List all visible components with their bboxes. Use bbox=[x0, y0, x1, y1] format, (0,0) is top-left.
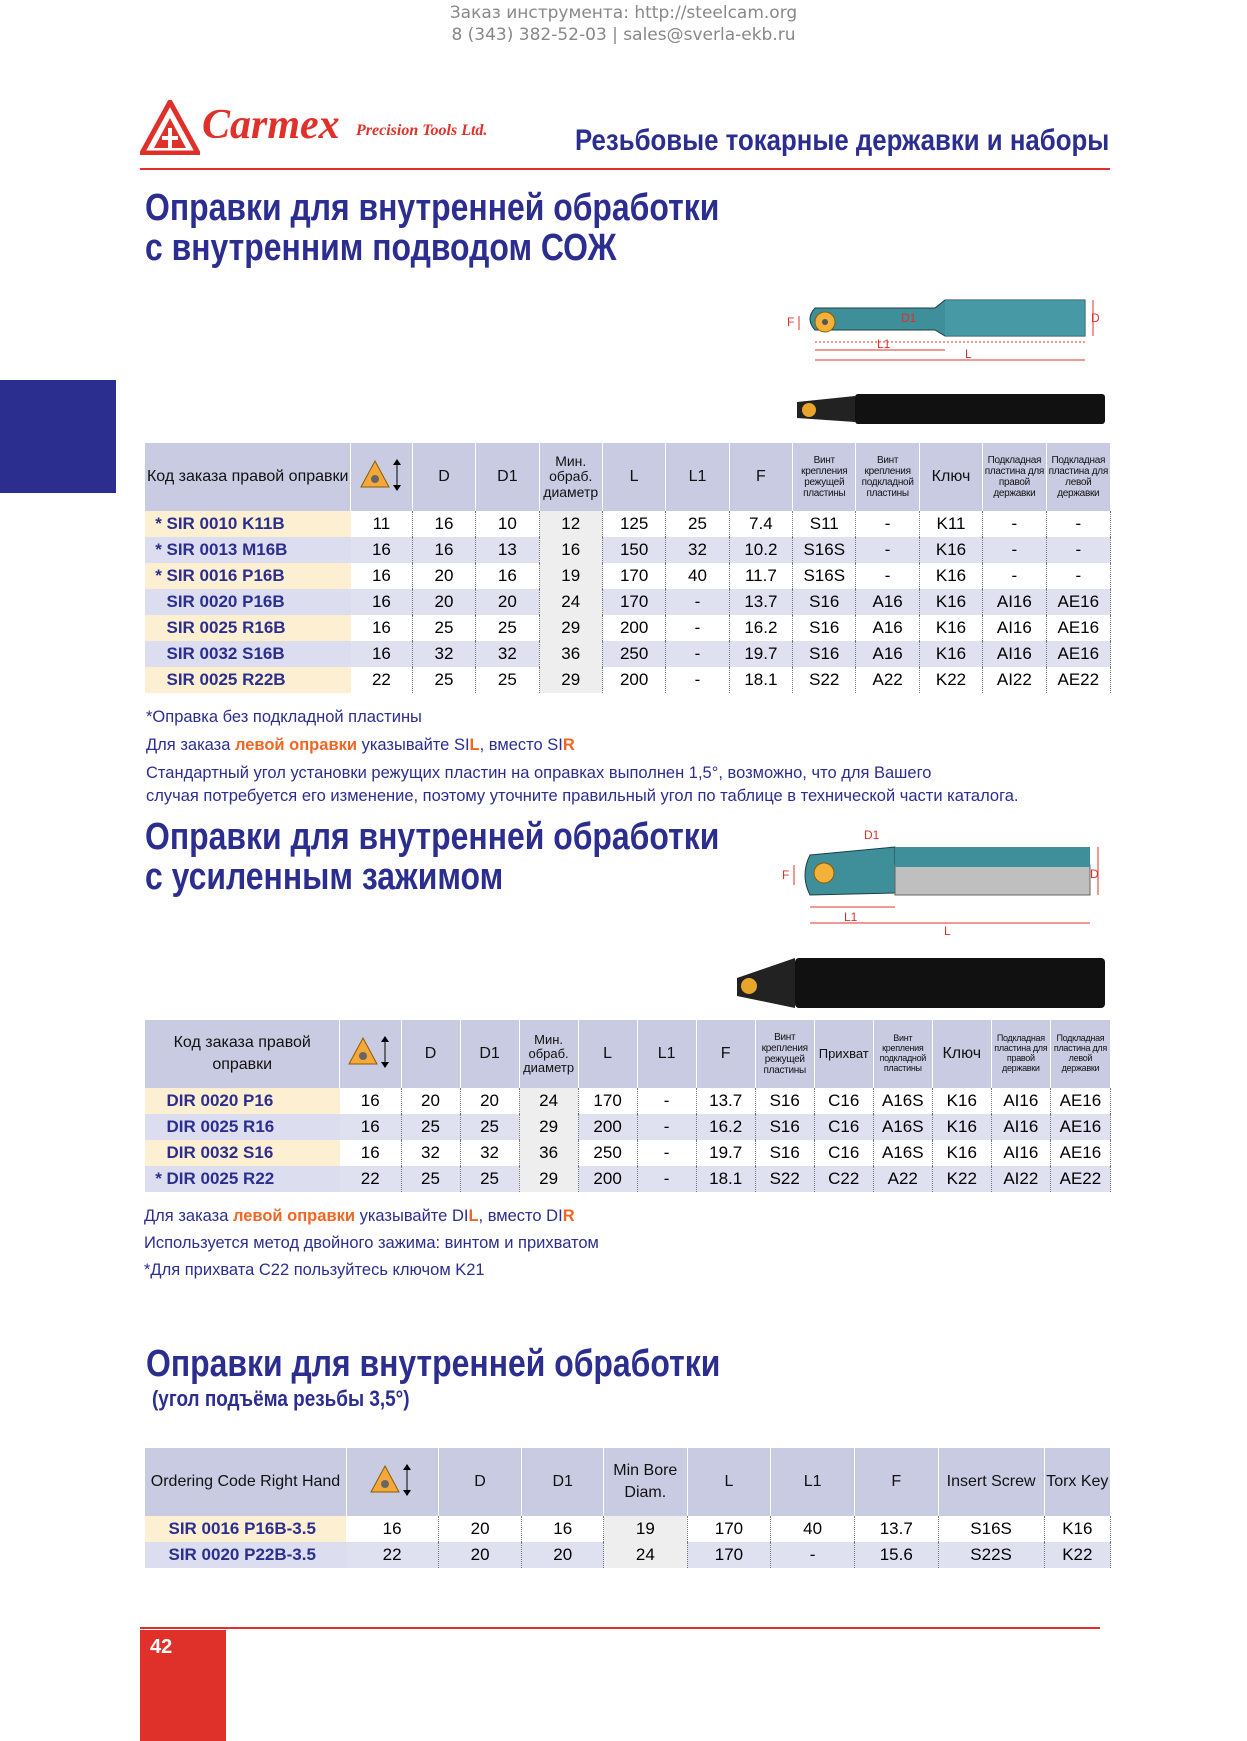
shim_screw-cell: A16S bbox=[873, 1088, 932, 1114]
s1-note-left-mid: указывайте SI bbox=[357, 736, 470, 754]
f-cell: 16.2 bbox=[729, 615, 792, 641]
s1-note-left-R: R bbox=[562, 736, 575, 754]
min-cell: 29 bbox=[519, 1114, 578, 1140]
s2-note-left-highlight: левой оправки bbox=[232, 1207, 355, 1225]
order-code: SIR 0020 P16B bbox=[166, 592, 285, 611]
clamp-cell: C16 bbox=[814, 1114, 873, 1140]
table-row bbox=[145, 615, 1111, 641]
key-cell: K16 bbox=[919, 641, 982, 667]
d-cell: 20 bbox=[412, 563, 475, 589]
s1-note-angle-line2: случая потребуется его изменение, поэтому уточните правильный угол по таблице в технической части каталога. bbox=[146, 787, 1019, 805]
f-cell: 13.7 bbox=[729, 589, 792, 615]
screw-cell: S11 bbox=[793, 511, 856, 537]
section2-dimension-diagram bbox=[780, 825, 1110, 940]
header-d1: D1 bbox=[476, 443, 539, 511]
shim_r-cell: AI22 bbox=[983, 667, 1046, 693]
contact-order-line[interactable]: Заказ инструмента: http://steelcam.org bbox=[449, 3, 798, 23]
l-cell: 170 bbox=[687, 1516, 771, 1542]
shim_screw-cell: - bbox=[856, 537, 919, 563]
shim_l-cell: AE16 bbox=[1046, 589, 1110, 615]
d-cell: 32 bbox=[412, 641, 475, 667]
table-row bbox=[145, 667, 1111, 693]
shim_r-cell: AI22 bbox=[991, 1166, 1050, 1192]
d-cell: 20 bbox=[412, 589, 475, 615]
shim_l-cell: - bbox=[1046, 511, 1110, 537]
key-cell: K16 bbox=[919, 589, 982, 615]
shim_screw-cell: A16 bbox=[856, 641, 919, 667]
screw-cell: S16 bbox=[755, 1088, 814, 1114]
section1-title-line2: с внутренним подводом СОЖ bbox=[145, 227, 617, 269]
f-cell: 18.1 bbox=[696, 1166, 755, 1192]
key-cell: K16 bbox=[932, 1140, 991, 1166]
section1-title-line1: Оправки для внутренней обработки bbox=[145, 187, 720, 229]
d1-cell: 13 bbox=[476, 537, 539, 563]
header-shim-left: Подкладная пластина для левой державки bbox=[1050, 1020, 1110, 1088]
brand-name: Carmex bbox=[202, 102, 340, 148]
d1-cell: 25 bbox=[460, 1114, 519, 1140]
s1-note-left-order bbox=[146, 734, 575, 756]
key-cell: K16 bbox=[932, 1088, 991, 1114]
clamp-cell: C16 bbox=[814, 1140, 873, 1166]
d1-cell: 16 bbox=[476, 563, 539, 589]
section2-header-row bbox=[145, 1020, 1111, 1088]
d1-cell: 20 bbox=[460, 1088, 519, 1114]
l1-cell: - bbox=[666, 615, 729, 641]
ic-cell: 16 bbox=[351, 537, 412, 563]
l-cell: 150 bbox=[602, 537, 665, 563]
shim_l-cell: AE22 bbox=[1050, 1166, 1110, 1192]
s1-note-left-L: L bbox=[469, 736, 480, 754]
header-shim-screw: Винт крепления подкладной пластины bbox=[873, 1020, 932, 1088]
shim_l-cell: AE16 bbox=[1046, 641, 1110, 667]
key-cell: K11 bbox=[919, 511, 982, 537]
d1-cell: 16 bbox=[522, 1516, 604, 1542]
f-cell: 19.7 bbox=[696, 1140, 755, 1166]
f-cell: 18.1 bbox=[729, 667, 792, 693]
section3-title: Оправки для внутренней обработки bbox=[146, 1343, 721, 1385]
table-row bbox=[145, 1166, 1111, 1192]
clamp-cell: C22 bbox=[814, 1166, 873, 1192]
screw-cell: S16 bbox=[755, 1140, 814, 1166]
shim_r-cell: AI16 bbox=[991, 1088, 1050, 1114]
table-row bbox=[145, 641, 1111, 667]
header-d1: D1 bbox=[522, 1448, 604, 1516]
key-cell: K16 bbox=[919, 563, 982, 589]
order-code-cell bbox=[145, 563, 351, 589]
insert-icon-header bbox=[346, 1448, 438, 1516]
header-d: D bbox=[412, 443, 475, 511]
order-code: SIR 0032 S16B bbox=[166, 644, 285, 663]
header-insert-screw: Винт крепления режущей пластины bbox=[755, 1020, 814, 1088]
header-title: Резьбовые токарные державки и наборы bbox=[574, 124, 1109, 157]
side-color-tab bbox=[0, 380, 116, 493]
key-cell: K22 bbox=[1044, 1542, 1110, 1568]
d1-cell: 20 bbox=[476, 589, 539, 615]
order-code-cell bbox=[145, 589, 351, 615]
min-cell: 19 bbox=[604, 1516, 688, 1542]
l1-cell: - bbox=[637, 1140, 696, 1166]
header-shim-screw: Винт крепления подкладной пластины bbox=[856, 443, 919, 511]
ic-cell: 22 bbox=[351, 667, 412, 693]
l-cell: 170 bbox=[578, 1088, 637, 1114]
section2-tool-photo bbox=[735, 952, 1110, 1012]
section1-dimension-diagram bbox=[785, 292, 1105, 372]
ic-cell: 22 bbox=[346, 1542, 438, 1568]
shim_screw-cell: - bbox=[856, 563, 919, 589]
s1-note-left-pre: Для заказа bbox=[146, 736, 235, 754]
shim_r-cell: - bbox=[983, 563, 1046, 589]
shim_r-cell: - bbox=[983, 511, 1046, 537]
shim_l-cell: - bbox=[1046, 537, 1110, 563]
diagram1-l-label: L bbox=[965, 347, 972, 361]
l1-cell: - bbox=[771, 1542, 855, 1568]
screw-cell: S16 bbox=[793, 641, 856, 667]
s2-note-left-R: R bbox=[562, 1207, 575, 1225]
f-cell: 19.7 bbox=[729, 641, 792, 667]
header-torx-key: Torx Key bbox=[1044, 1448, 1110, 1516]
insert-icon-header bbox=[340, 1020, 401, 1088]
l1-cell: - bbox=[666, 667, 729, 693]
shim_l-cell: AE22 bbox=[1046, 667, 1110, 693]
ic-cell: 16 bbox=[346, 1516, 438, 1542]
shim_screw-cell: A16S bbox=[873, 1140, 932, 1166]
f-cell: 16.2 bbox=[696, 1114, 755, 1140]
header-d: D bbox=[401, 1020, 460, 1088]
screw-cell: S22 bbox=[755, 1166, 814, 1192]
footer-divider bbox=[140, 1627, 1100, 1629]
l-cell: 250 bbox=[602, 641, 665, 667]
shim_r-cell: AI16 bbox=[991, 1140, 1050, 1166]
s2-note-c22-key: *Для прихвата C22 пользуйтесь ключом K21 bbox=[144, 1261, 485, 1279]
footnote-star: * bbox=[155, 1169, 162, 1188]
shim_screw-cell: A16 bbox=[856, 589, 919, 615]
diagram2-d1-label: D1 bbox=[864, 828, 880, 842]
l-cell: 170 bbox=[602, 563, 665, 589]
l1-cell: - bbox=[637, 1114, 696, 1140]
footnote-star: * bbox=[155, 566, 162, 585]
header-l: L bbox=[687, 1448, 771, 1516]
d1-cell: 20 bbox=[522, 1542, 604, 1568]
header-clamp: Прихват bbox=[814, 1020, 873, 1088]
diagram2-d-label: D bbox=[1090, 867, 1099, 881]
order-code: DIR 0020 P16 bbox=[166, 1091, 274, 1110]
key-cell: K16 bbox=[919, 537, 982, 563]
order-code-cell bbox=[145, 511, 351, 537]
f-cell: 7.4 bbox=[729, 511, 792, 537]
ic-cell: 22 bbox=[340, 1166, 401, 1192]
diagram2-l-label: L bbox=[944, 924, 951, 938]
header-key: Ключ bbox=[919, 443, 982, 511]
key-cell: K16 bbox=[919, 615, 982, 641]
key-cell: K16 bbox=[932, 1114, 991, 1140]
diagram1-f-label: F bbox=[787, 315, 795, 329]
table-row bbox=[145, 537, 1111, 563]
header-code: Код заказа правой оправки bbox=[145, 443, 351, 511]
min-cell: 24 bbox=[604, 1542, 688, 1568]
order-code-cell bbox=[145, 1542, 347, 1568]
order-code: DIR 0025 R22 bbox=[166, 1169, 275, 1188]
contact-phone-email[interactable]: 8 (343) 382-52-03 | sales@sverla-ekb.ru bbox=[451, 25, 796, 45]
key-cell: K16 bbox=[1044, 1516, 1110, 1542]
table-row bbox=[145, 1114, 1111, 1140]
header-f: F bbox=[729, 443, 792, 511]
header-d: D bbox=[438, 1448, 522, 1516]
order-code: DIR 0025 R16 bbox=[166, 1117, 275, 1136]
d-cell: 25 bbox=[401, 1114, 460, 1140]
order-code-cell bbox=[145, 615, 351, 641]
header-insert-screw: Винт крепления режущей пластины bbox=[793, 443, 856, 511]
ic-cell: 16 bbox=[351, 563, 412, 589]
order-code-cell bbox=[145, 641, 351, 667]
l-cell: 200 bbox=[602, 667, 665, 693]
ic-cell: 16 bbox=[340, 1114, 401, 1140]
order-code: SIR 0025 R16B bbox=[166, 618, 286, 637]
s1-note-left-mid2: , вместо SI bbox=[479, 736, 563, 754]
shim_r-cell: AI16 bbox=[983, 615, 1046, 641]
shim_screw-cell: A16S bbox=[873, 1114, 932, 1140]
l-cell: 250 bbox=[578, 1140, 637, 1166]
f-cell: 13.7 bbox=[696, 1088, 755, 1114]
ic-cell: 16 bbox=[351, 589, 412, 615]
min-cell: 36 bbox=[519, 1140, 578, 1166]
l-cell: 200 bbox=[578, 1114, 637, 1140]
carmex-logo bbox=[140, 100, 500, 155]
header-shim-right: Подкладная пластина для правой державки bbox=[983, 443, 1046, 511]
shim_screw-cell: - bbox=[856, 511, 919, 537]
d-cell: 16 bbox=[412, 511, 475, 537]
d1-cell: 25 bbox=[476, 667, 539, 693]
clamp-cell: C16 bbox=[814, 1088, 873, 1114]
section3-spec-table bbox=[144, 1448, 1111, 1568]
f-cell: 13.7 bbox=[854, 1516, 938, 1542]
section1-spec-table bbox=[144, 443, 1111, 693]
header-l: L bbox=[602, 443, 665, 511]
table-row bbox=[145, 1516, 1111, 1542]
screw-cell: S16S bbox=[938, 1516, 1044, 1542]
d-cell: 25 bbox=[412, 615, 475, 641]
shim_l-cell: AE16 bbox=[1050, 1140, 1110, 1166]
shim_r-cell: AI16 bbox=[983, 589, 1046, 615]
section2-spec-table bbox=[144, 1020, 1111, 1192]
s2-note-left-mid2: , вместо DI bbox=[478, 1207, 563, 1225]
f-cell: 11.7 bbox=[729, 563, 792, 589]
insert-triangle-icon bbox=[359, 457, 405, 493]
header-divider bbox=[140, 168, 1110, 170]
l1-cell: - bbox=[666, 641, 729, 667]
header-f: F bbox=[854, 1448, 938, 1516]
table-row bbox=[145, 563, 1111, 589]
ic-cell: 16 bbox=[351, 615, 412, 641]
min-cell: 36 bbox=[539, 641, 602, 667]
header-key: Ключ bbox=[932, 1020, 991, 1088]
l1-cell: 40 bbox=[666, 563, 729, 589]
header-code: Код заказа правой оправки bbox=[145, 1020, 340, 1088]
key-cell: K22 bbox=[919, 667, 982, 693]
key-cell: K22 bbox=[932, 1166, 991, 1192]
l1-cell: - bbox=[637, 1166, 696, 1192]
s1-note-angle-line1: Стандартный угол установки режущих пластин на оправках выполнен 1,5°, возможно, что для Вашего bbox=[146, 764, 932, 782]
order-code-cell bbox=[145, 1088, 340, 1114]
d-cell: 32 bbox=[401, 1140, 460, 1166]
shim_screw-cell: A16 bbox=[856, 615, 919, 641]
min-cell: 29 bbox=[539, 667, 602, 693]
min-cell: 29 bbox=[539, 615, 602, 641]
min-cell: 12 bbox=[539, 511, 602, 537]
l1-cell: 32 bbox=[666, 537, 729, 563]
header-shim-right: Подкладная пластина для правой державки bbox=[991, 1020, 1050, 1088]
header-shim-left: Подкладная пластина для левой державки bbox=[1046, 443, 1110, 511]
header-d1: D1 bbox=[460, 1020, 519, 1088]
s2-note-left-pre: Для заказа bbox=[144, 1207, 233, 1225]
table-row bbox=[145, 511, 1111, 537]
l-cell: 200 bbox=[602, 615, 665, 641]
s1-note-left-highlight: левой оправки bbox=[234, 736, 357, 754]
s2-note-left-mid: указывайте DI bbox=[355, 1207, 469, 1225]
insert-triangle-icon bbox=[369, 1462, 415, 1498]
diagram1-d1-label: D1 bbox=[901, 311, 917, 325]
order-code: SIR 0016 P16B bbox=[166, 566, 285, 585]
order-code: SIR 0020 P22B-3.5 bbox=[168, 1545, 316, 1564]
diagram1-d-label: D bbox=[1091, 311, 1100, 325]
header-min-bore: Min Bore Diam. bbox=[604, 1448, 688, 1516]
brand-tagline: Precision Tools Ltd. bbox=[356, 122, 488, 139]
section1-header-row bbox=[145, 443, 1111, 511]
ic-cell: 16 bbox=[351, 641, 412, 667]
header-l: L bbox=[578, 1020, 637, 1088]
shim_r-cell: - bbox=[983, 537, 1046, 563]
order-code-cell bbox=[145, 1516, 347, 1542]
order-code: SIR 0016 P16B-3.5 bbox=[168, 1519, 316, 1538]
l-cell: 170 bbox=[602, 589, 665, 615]
section2-title-line2: с усиленным зажимом bbox=[145, 856, 504, 898]
order-code-cell bbox=[145, 667, 351, 693]
insert-triangle-icon bbox=[347, 1034, 393, 1070]
d-cell: 20 bbox=[401, 1088, 460, 1114]
section1-tool-photo bbox=[795, 390, 1110, 428]
d1-cell: 25 bbox=[460, 1166, 519, 1192]
shim_l-cell: AE16 bbox=[1046, 615, 1110, 641]
screw-cell: S16S bbox=[793, 537, 856, 563]
d-cell: 25 bbox=[401, 1166, 460, 1192]
f-cell: 15.6 bbox=[854, 1542, 938, 1568]
shim_l-cell: AE16 bbox=[1050, 1114, 1110, 1140]
section3-header-row bbox=[145, 1448, 1111, 1516]
min-cell: 24 bbox=[519, 1088, 578, 1114]
order-code: DIR 0032 S16 bbox=[166, 1143, 274, 1162]
ic-cell: 16 bbox=[340, 1140, 401, 1166]
shim_l-cell: - bbox=[1046, 563, 1110, 589]
screw-cell: S16 bbox=[793, 589, 856, 615]
screw-cell: S16 bbox=[755, 1114, 814, 1140]
screw-cell: S16 bbox=[793, 615, 856, 641]
header-f: F bbox=[696, 1020, 755, 1088]
d-cell: 20 bbox=[438, 1516, 522, 1542]
order-code: SIR 0013 M16B bbox=[166, 540, 288, 559]
order-code-cell bbox=[145, 537, 351, 563]
l1-cell: - bbox=[637, 1088, 696, 1114]
table-row bbox=[145, 1140, 1111, 1166]
min-cell: 29 bbox=[519, 1166, 578, 1192]
shim_screw-cell: A22 bbox=[873, 1166, 932, 1192]
s2-note-left-order bbox=[144, 1205, 575, 1227]
shim_r-cell: AI16 bbox=[991, 1114, 1050, 1140]
l-cell: 170 bbox=[687, 1542, 771, 1568]
header-l1: L1 bbox=[666, 443, 729, 511]
s1-note-no-shim: *Оправка без подкладной пластины bbox=[146, 708, 422, 726]
footnote-star: * bbox=[155, 514, 162, 533]
diagram2-l1-label: L1 bbox=[844, 910, 858, 924]
header-min-bore: Мин. обраб. диаметр bbox=[539, 443, 602, 511]
screw-cell: S22S bbox=[938, 1542, 1044, 1568]
screw-cell: S22 bbox=[793, 667, 856, 693]
d-cell: 16 bbox=[412, 537, 475, 563]
shim_l-cell: AE16 bbox=[1050, 1088, 1110, 1114]
diagram2-f-label: F bbox=[782, 868, 790, 882]
l1-cell: - bbox=[666, 589, 729, 615]
ic-cell: 16 bbox=[340, 1088, 401, 1114]
d1-cell: 32 bbox=[460, 1140, 519, 1166]
s2-note-double-clamp: Используется метод двойного зажима: винтом и прихватом bbox=[144, 1234, 599, 1252]
l-cell: 125 bbox=[602, 511, 665, 537]
d1-cell: 25 bbox=[476, 615, 539, 641]
shim_r-cell: AI16 bbox=[983, 641, 1046, 667]
l1-cell: 40 bbox=[771, 1516, 855, 1542]
order-code-cell bbox=[145, 1114, 340, 1140]
screw-cell: S16S bbox=[793, 563, 856, 589]
order-code: SIR 0010 K11B bbox=[166, 514, 285, 533]
s2-note-left-L: L bbox=[468, 1207, 479, 1225]
carmex-triangle-icon bbox=[140, 100, 200, 155]
footnote-star: * bbox=[155, 540, 162, 559]
table-row bbox=[145, 1088, 1111, 1114]
l-cell: 200 bbox=[578, 1166, 637, 1192]
table-row bbox=[145, 1542, 1111, 1568]
d-cell: 20 bbox=[438, 1542, 522, 1568]
header-code: Ordering Code Right Hand bbox=[145, 1448, 347, 1516]
section3-subtitle: (угол подъёма резьбы 3,5°) bbox=[152, 1386, 410, 1411]
d1-cell: 10 bbox=[476, 511, 539, 537]
order-code-cell bbox=[145, 1166, 340, 1192]
section2-title-line1: Оправки для внутренней обработки bbox=[145, 816, 720, 858]
page-number: 42 bbox=[150, 1636, 173, 1658]
order-code-cell bbox=[145, 1140, 340, 1166]
f-cell: 10.2 bbox=[729, 537, 792, 563]
header-l1: L1 bbox=[771, 1448, 855, 1516]
order-code: SIR 0025 R22B bbox=[166, 670, 286, 689]
l1-cell: 25 bbox=[666, 511, 729, 537]
d1-cell: 32 bbox=[476, 641, 539, 667]
ic-cell: 11 bbox=[351, 511, 412, 537]
min-cell: 24 bbox=[539, 589, 602, 615]
d-cell: 25 bbox=[412, 667, 475, 693]
header-min-bore: Мин. обраб. диаметр bbox=[519, 1020, 578, 1088]
min-cell: 16 bbox=[539, 537, 602, 563]
diagram1-l1-label: L1 bbox=[877, 337, 891, 351]
header-l1: L1 bbox=[637, 1020, 696, 1088]
min-cell: 19 bbox=[539, 563, 602, 589]
header-insert-screw: Insert Screw bbox=[938, 1448, 1044, 1516]
table-row bbox=[145, 589, 1111, 615]
shim_screw-cell: A22 bbox=[856, 667, 919, 693]
insert-icon-header bbox=[351, 443, 412, 511]
